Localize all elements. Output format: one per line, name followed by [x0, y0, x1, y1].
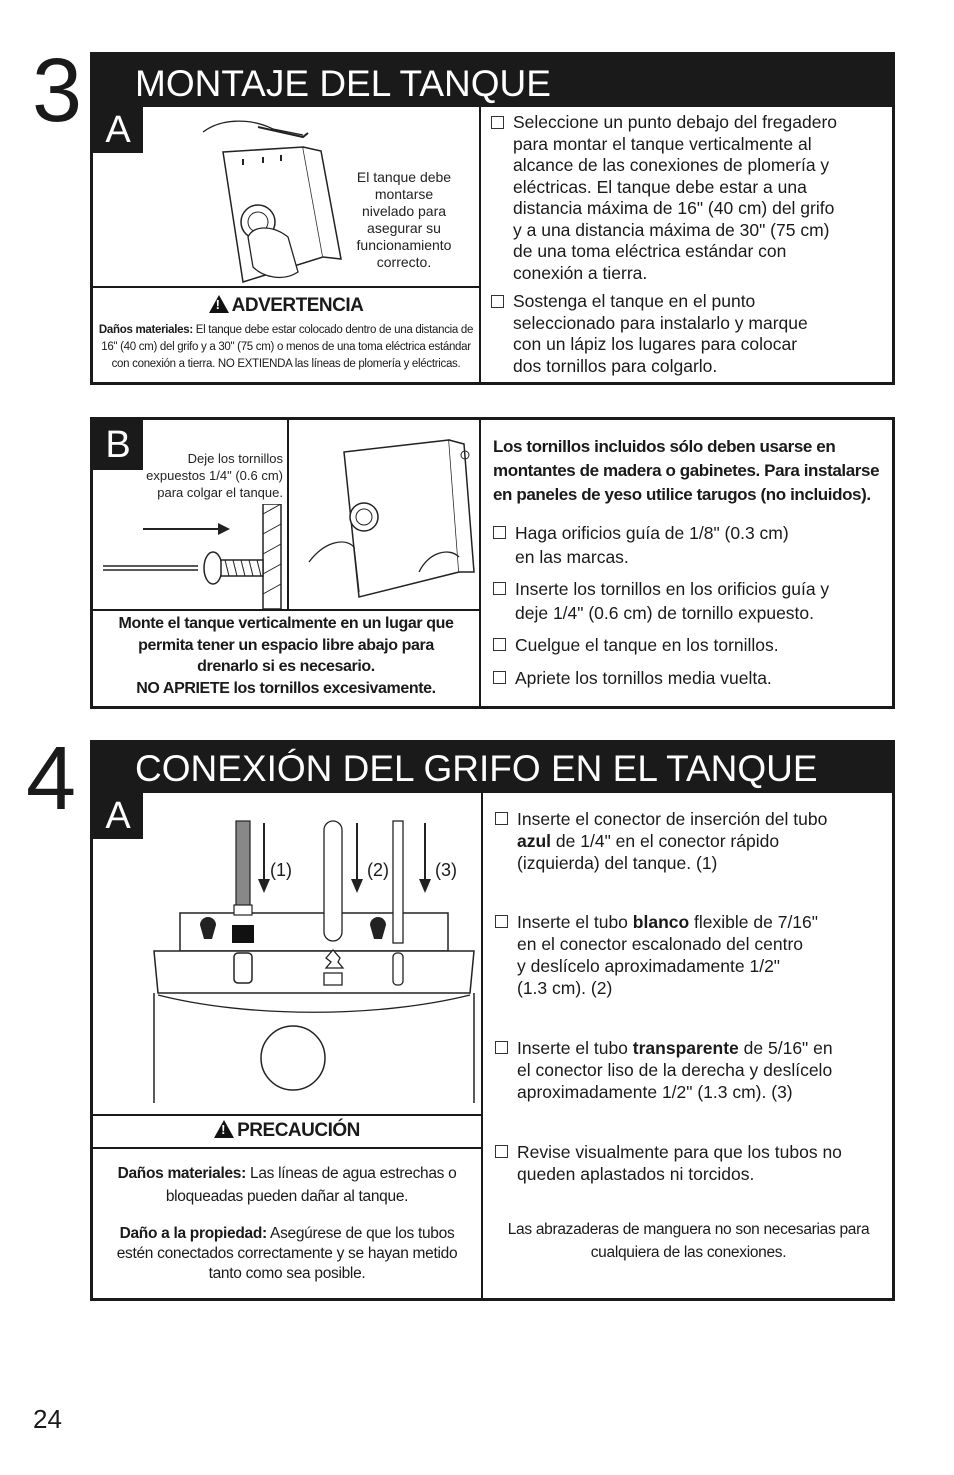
caution-heading: !PRECAUCIÓN [93, 1120, 481, 1142]
step-4-number: 4 [26, 729, 77, 829]
checklist-item: Seleccione un punto debajo del fregadero para montar el tanque verticalmente al alcance de las conexiones de plomería y eléctricas. El tanque debe estar a una distancia máxima de 16" (40 cm) del grifo y a una distancia máxima de 30" (75 cm) de una toma eléctrica estándar con conexión a tierra. [491, 112, 891, 284]
step-3a-panel [90, 52, 895, 385]
tank-hanging-illustration [289, 422, 479, 607]
checkbox-icon[interactable] [495, 812, 508, 825]
divider [479, 107, 481, 382]
checkbox-icon[interactable] [495, 1145, 508, 1158]
mounting-note: Monte el tanque verticalmente en un lugar que permita tener un espacio libre abajo para drenarlo si es necesario. NO APRIETE los tornillos excesivamente. [118, 615, 454, 697]
checklist-item: Apriete los tornillos media vuelta. [493, 666, 893, 690]
faucet-connection-illustration [148, 813, 478, 1103]
panel-letter-3a: A [93, 107, 143, 153]
tube-label-2: (2) [367, 860, 389, 880]
divider [479, 420, 481, 706]
checkbox-icon[interactable] [491, 116, 504, 129]
checklist-item: Sostenga el tanque en el punto seleccionado para instalarlo y marque con un lápiz los lugares para colocar dos tornillos para colgarlo. [491, 291, 891, 377]
page-number: 24 [33, 1404, 62, 1434]
checkbox-icon[interactable] [495, 1041, 508, 1054]
checklist-item: Inserte el conector de inserción del tubo azul de 1/4" en el conector rápido (izquierda) del tanque. (1) [495, 808, 895, 874]
screw-illustration [103, 504, 283, 609]
tube-label-3: (3) [435, 860, 457, 880]
checklist-item: Inserte los tornillos en los orificios guía y deje 1/4" (0.6 cm) de tornillo expuesto. [493, 577, 893, 625]
checkbox-icon[interactable] [493, 582, 506, 595]
checkbox-icon[interactable] [495, 915, 508, 928]
step-4a-panel [90, 740, 895, 1301]
screw-caption: Deje los tornillos expuestos 1/4" (0.6 cm) para colgar el tanque. [146, 451, 283, 500]
checklist-item: Inserte el tubo transparente de 5/16" en el conector liso de la derecha y deslícelo aproximadamente 1/2" (1.3 cm). (3) [495, 1037, 895, 1103]
caution-text-2: Daño a la propiedad: Asegúrese de que los tubos estén conectados correctamente y se hayan metido tanto como sea posible. [116, 1225, 458, 1282]
caution-text-1: Daños materiales: Las líneas de agua estrechas o bloqueadas pueden dañar al tanque. [117, 1165, 457, 1205]
checkbox-icon[interactable] [493, 638, 506, 651]
panel-letter-4a: A [93, 793, 143, 839]
checkbox-icon[interactable] [493, 526, 506, 539]
tube-label-1: (1) [270, 860, 292, 880]
checklist-item: Inserte el tubo blanco flexible de 7/16" en el conector escalonado del centro y deslícelo aproximadamente 1/2" (1.3 cm). (2) [495, 911, 895, 999]
tank-level-caption: El tanque debe montarse nivelado para asegurar su funcionamiento correcto. [356, 169, 452, 270]
step-3b-panel [90, 417, 895, 709]
hose-clamp-note: Las abrazaderas de manguera no son necesarias para cualquiera de las conexiones. [507, 1221, 870, 1261]
warning-heading: !ADVERTENCIA [93, 295, 479, 317]
warning-text: Daños materiales: El tanque debe estar colocado dentro de una distancia de 16" (40 cm) del grifo y a 30" (75 cm) o menos de una toma eléctrica estándar con conexión a tierra. NO EXTIENDA las líneas de plomería y eléctricas. [98, 324, 474, 370]
step-4-title: CONEXIÓN DEL GRIFO EN EL TANQUE [93, 743, 892, 793]
checklist-item: Cuelgue el tanque en los tornillos. [493, 633, 893, 657]
warning-triangle-icon [209, 295, 229, 313]
step-3-number: 3 [32, 41, 83, 141]
divider [93, 1147, 482, 1149]
checkbox-icon[interactable] [493, 671, 506, 684]
panel-letter-3b: B [93, 420, 143, 470]
warning-triangle-icon [214, 1120, 234, 1138]
checkbox-icon[interactable] [491, 295, 504, 308]
checklist-item: Haga orificios guía de 1/8" (0.3 cm) en las marcas. [493, 521, 893, 569]
divider [93, 609, 480, 611]
screws-intro: Los tornillos incluidos sólo deben usarse en montantes de madera o gabinetes. Para instalarse en paneles de yeso utilice tarugos (no incluidos). [493, 437, 880, 504]
step-3-title: MONTAJE DEL TANQUE [93, 55, 892, 107]
divider [93, 1114, 482, 1116]
checklist-item: Revise visualmente para que los tubos no queden aplastados ni torcidos. [495, 1141, 895, 1185]
